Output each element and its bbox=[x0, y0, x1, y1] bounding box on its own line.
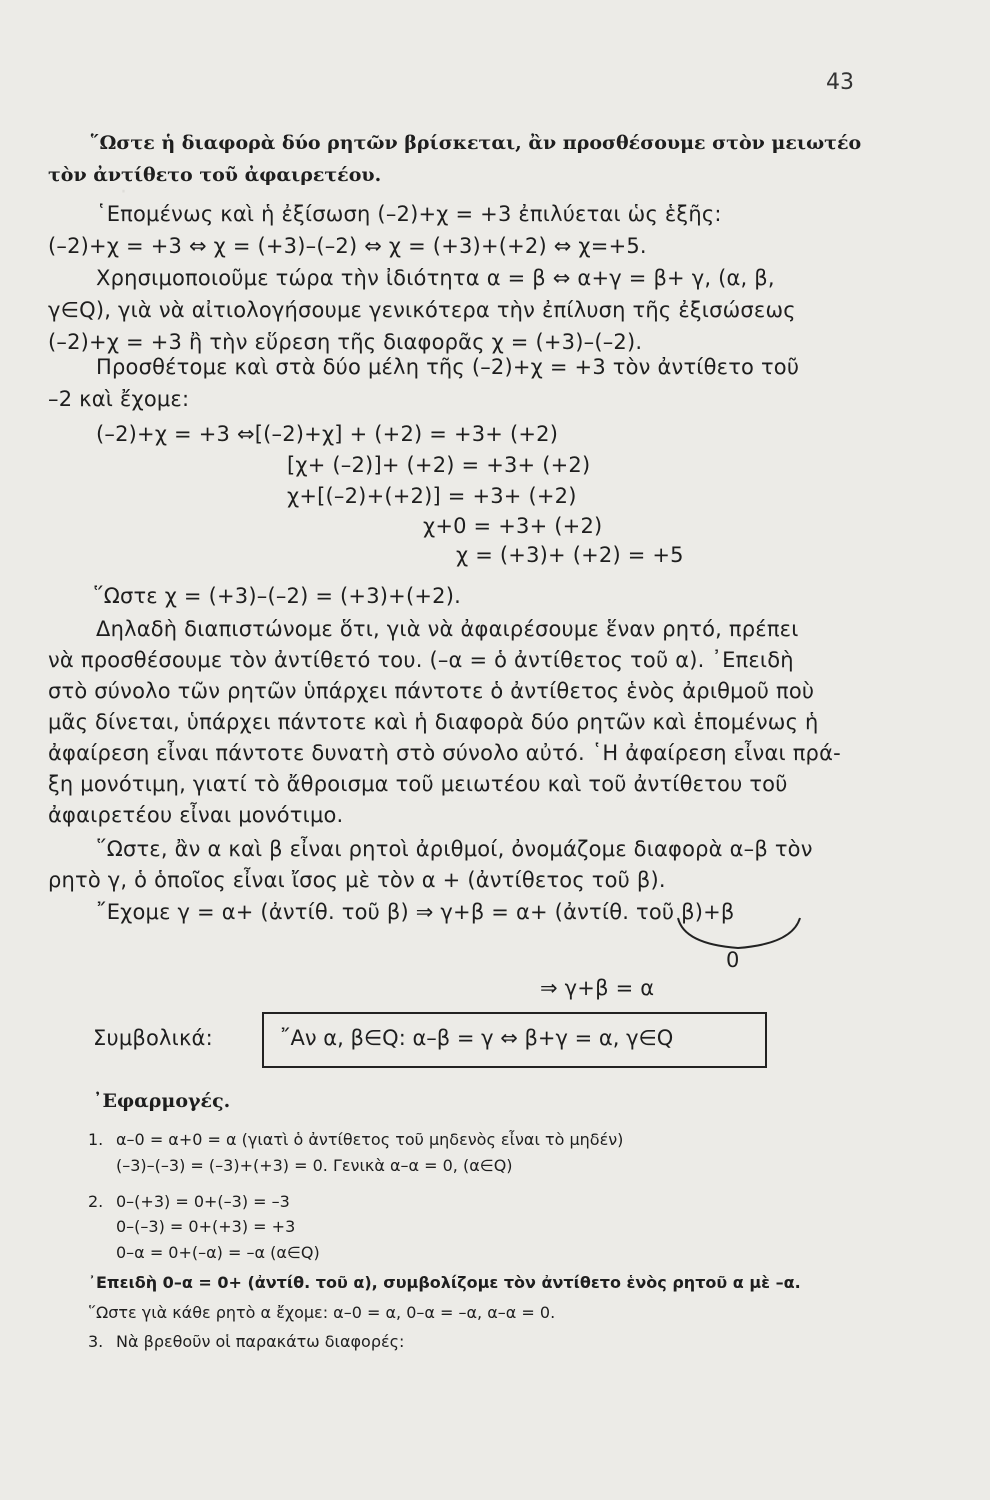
rule-heading-line-2: τὸν ἀντίθετο τοῦ ἀφαιρετέου. bbox=[48, 164, 382, 186]
applications-heading: ᾿Εφαρμογές. bbox=[93, 1090, 231, 1112]
paragraph-4-line-3: στὸ σύνολο τῶν ρητῶν ὑπάρχει πάντοτε ὁ ἀντίθετος ἑνὸς ἀριθμοῦ ποὺ bbox=[48, 679, 815, 703]
paragraph-4-line-7: ἀφαιρετέου εἶναι μονότιμο. bbox=[48, 803, 344, 827]
paragraph-4-line-2: νὰ προσθέσουμε τὸν ἀντίθετό του. (–α = ὁ ἀντίθετος τοῦ α). ᾿Επειδὴ bbox=[48, 648, 794, 672]
application-2-number: 2. bbox=[88, 1192, 104, 1211]
proof-line: ῎Εχομε γ = α+ (ἀντίθ. τοῦ β) ⇒ γ+β = α+ (ἀντίθ. τοῦ β)+β bbox=[96, 900, 735, 924]
paragraph-2-line-1: Χρησιμοποιοῦμε τώρα τὴν ἰδιότητα α = β ⇔ α+γ = β+ γ, (α, β, bbox=[96, 266, 775, 290]
derivation-line-5: χ = (+3)+ (+2) = +5 bbox=[456, 543, 684, 567]
paragraph-4-line-1: Δηλαδὴ διαπιστώνομε ὅτι, γιὰ νὰ ἀφαιρέσουμε ἕναν ρητό, πρέπει bbox=[96, 617, 799, 641]
paragraph-4-line-4: μᾶς δίνεται, ὑπάρχει πάντοτε καὶ ἡ διαφορὰ δύο ρητῶν καὶ ἑπομένως ἡ bbox=[48, 710, 819, 734]
derivation-line-1: (–2)+χ = +3 ⇔[(–2)+χ] + (+2) = +3+ (+2) bbox=[96, 422, 559, 446]
derivation-line-3: χ+[(–2)+(+2)] = +3+ (+2) bbox=[287, 484, 577, 508]
application-3-number: 3. bbox=[88, 1332, 104, 1351]
rule-heading-line-1: ῞Ωστε ἡ διαφορὰ δύο ρητῶν βρίσκεται, ἂν προσθέσουμε στὸν μειωτέο bbox=[90, 132, 862, 154]
application-2-line-3: 0–α = 0+(–α) = –α (α∈Q) bbox=[116, 1243, 320, 1262]
note-line-1: ᾿Επειδὴ 0–α = 0+ (ἀντίθ. τοῦ α), συμβολίζομε τὸν ἀντίθετο ἑνὸς ρητοῦ α μὲ –α. bbox=[88, 1273, 801, 1292]
note-line-2: ῞Ωστε γιὰ κάθε ρητὸ α ἔχομε: α–0 = α, 0–α = –α, α–α = 0. bbox=[88, 1303, 556, 1322]
application-1-number: 1. bbox=[88, 1130, 104, 1149]
application-3-text: Νὰ βρεθοῦν οἱ παρακάτω διαφορές: bbox=[116, 1332, 405, 1351]
application-2-line-1: 0–(+3) = 0+(–3) = –3 bbox=[116, 1192, 290, 1211]
application-1-line-2: (–3)–(–3) = (–3)+(+3) = 0. Γενικὰ α–α = 0, (α∈Q) bbox=[116, 1156, 513, 1175]
paragraph-4-line-6: ξη μονότιμη, γιατί τὸ ἄθροισμα τοῦ μειωτέου καὶ τοῦ ἀντίθετου τοῦ bbox=[48, 772, 788, 796]
paragraph-2-line-2: γ∈Q), γιὰ νὰ αἰτιολογήσουμε γενικότερα τὴν ἐπίλυση τῆς ἐξισώσεως bbox=[48, 298, 796, 322]
paragraph-3-line-1: Προσθέτομε καὶ στὰ δύο μέλη τῆς (–2)+χ = +3 τὸν ἀντίθετο τοῦ bbox=[96, 355, 800, 379]
symbolic-label: Συμβολικά: bbox=[93, 1026, 213, 1050]
bleed-through-text: · bbox=[120, 180, 127, 205]
underbrace-value: 0 bbox=[726, 948, 740, 972]
paragraph-4-line-5: ἀφαίρεση εἶναι πάντοτε δυνατὴ στὸ σύνολο αὐτό. ῾Η ἀφαίρεση εἶναι πρά- bbox=[48, 741, 841, 765]
implication-line: ⇒ γ+β = α bbox=[540, 976, 655, 1000]
paragraph-5-line-1: ῞Ωστε, ἂν α καὶ β εἶναι ρητοὶ ἀριθμοί, ὀνομάζομε διαφορὰ α–β τὸν bbox=[96, 837, 813, 861]
paragraph-5-line-2: ρητὸ γ, ὁ ὁποῖος εἶναι ἴσος μὲ τὸν α + (ἀντίθετος τοῦ β). bbox=[48, 868, 666, 892]
conclusion-line: ῞Ωστε χ = (+3)–(–2) = (+3)+(+2). bbox=[93, 584, 461, 608]
application-1-line-1: α–0 = α+0 = α (γιατὶ ὁ ἀντίθετος τοῦ μηδενὸς εἶναι τὸ μηδέν) bbox=[116, 1130, 624, 1149]
boxed-definition-text: ῎Αν α, β∈Q: α–β = γ ⇔ β+γ = α, γ∈Q bbox=[280, 1026, 674, 1050]
derivation-line-4: χ+0 = +3+ (+2) bbox=[423, 514, 603, 538]
application-2-line-2: 0–(–3) = 0+(+3) = +3 bbox=[116, 1217, 296, 1236]
paragraph-3-line-2: –2 καὶ ἔχομε: bbox=[48, 387, 190, 411]
paragraph-1-line-2: (–2)+χ = +3 ⇔ χ = (+3)–(–2) ⇔ χ = (+3)+(+2) ⇔ χ=+5. bbox=[48, 234, 647, 258]
paragraph-2-line-3: (–2)+χ = +3 ἢ τὴν εὕρεση τῆς διαφορᾶς χ = (+3)–(–2). bbox=[48, 330, 643, 354]
page-number: 43 bbox=[826, 70, 854, 95]
derivation-line-2: [χ+ (–2)]+ (+2) = +3+ (+2) bbox=[287, 453, 591, 477]
paragraph-1-line-1: ῾Επομένως καὶ ἡ ἐξίσωση (–2)+χ = +3 ἐπιλύεται ὡς ἑξῆς: bbox=[96, 202, 722, 226]
boxed-definition bbox=[262, 1012, 767, 1068]
